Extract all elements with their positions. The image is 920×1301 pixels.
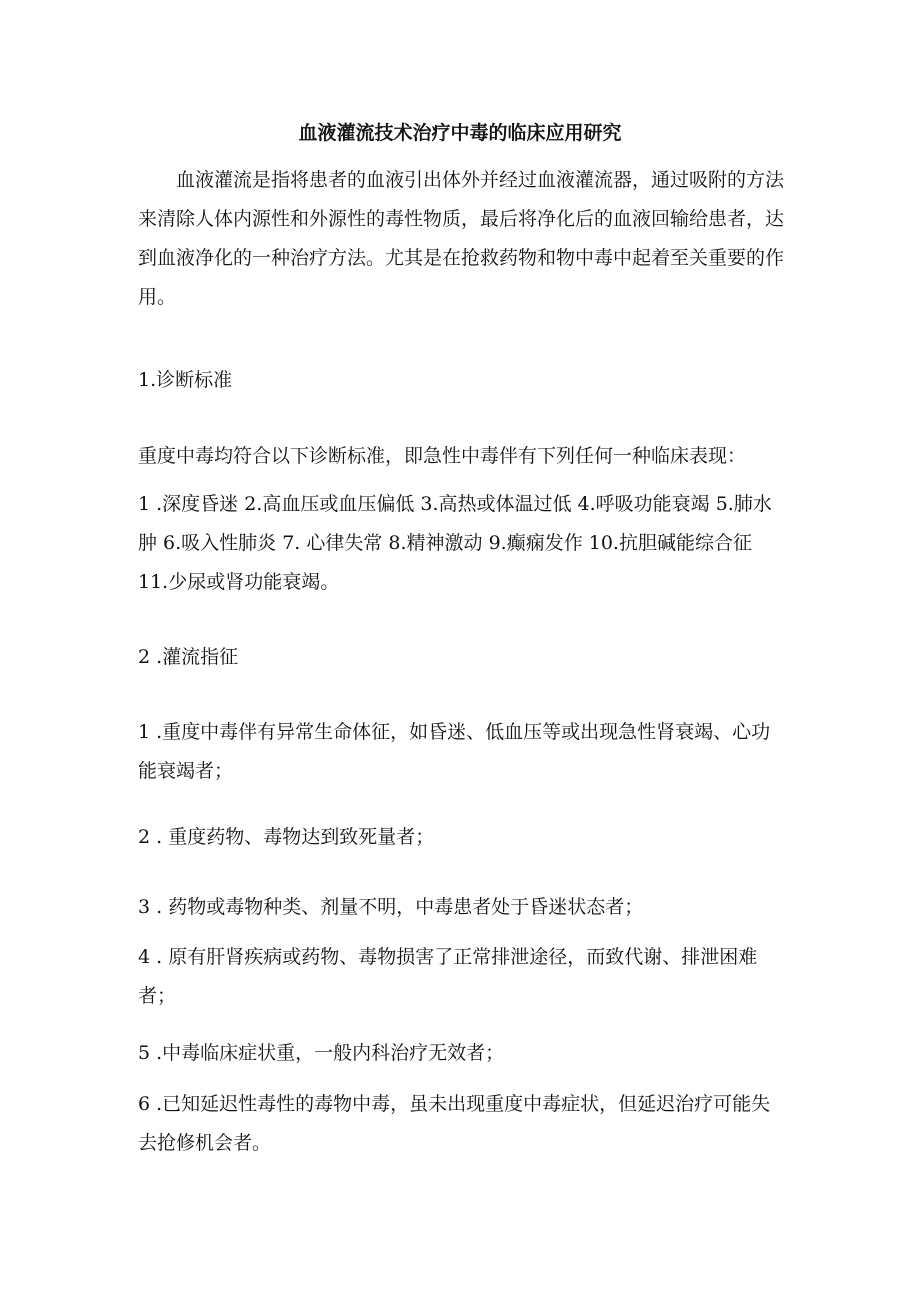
indication-item-1: 1 .重度中毒伴有异常生命体征，如昏迷、低血压等或出现急性肾衰竭、心功能衰竭者； [138, 721, 771, 782]
criteria-lead-paragraph: 重度中毒均符合以下诊断标准，即急性中毒伴有下列任何一种临床表现： [138, 445, 747, 467]
criteria-list-paragraph: 1 .深度昏迷 2.高血压或血压偏低 3.高热或体温过低 4.呼吸功能衰竭 5.肺水肿 6.吸入性肺炎 7. 心律失常 8.精神激动 9.癫痫发作 10.抗胆碱能综合征 11.少尿或肾功能衰竭。 [138, 493, 772, 593]
intro-paragraph: 血液灌流是指将患者的血液引出体外并经过血液灌流器，通过吸附的方法来清除人体内源性和外源性的毒性物质，最后将净化后的血液回输给患者，达到血液净化的一种治疗方法。尤其是在抢救药物和物中毒中起着至关重要的作用。 [138, 169, 785, 308]
document-title: 血液灌流技术治疗中毒的临床应用研究 [298, 122, 622, 144]
indication-item-2: 2 . 重度药物、毒物达到致死量者； [138, 826, 435, 848]
indication-item-6: 6 .已知延迟性毒性的毒物中毒，虽未出现重度中毒症状，但延迟治疗可能失去抢修机会者。 [138, 1093, 771, 1154]
section-heading-diagnosis: 1.诊断标准 [138, 369, 233, 391]
indication-item-3: 3 . 药物或毒物种类、剂量不明，中毒患者处于昏迷状态者； [138, 896, 644, 918]
indication-item-5: 5 .中毒临床症状重，一般内科治疗无效者； [138, 1042, 505, 1064]
section-heading-indications: 2 .灌流指征 [138, 646, 239, 668]
indication-item-4: 4 . 原有肝肾疾病或药物、毒物损害了正常排泄途径，而致代谢、排泄困难者； [138, 946, 758, 1007]
